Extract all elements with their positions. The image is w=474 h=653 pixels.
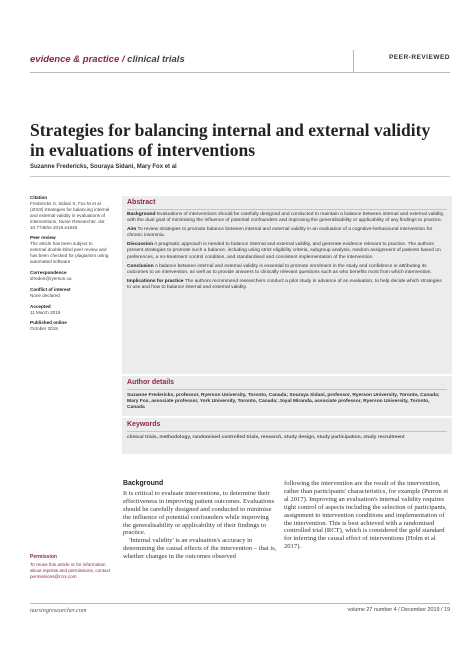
published-heading: Published online — [30, 320, 67, 326]
abstract-label: Background — [127, 212, 156, 217]
section-name: evidence & practice — [30, 54, 120, 65]
abstract-background — [127, 212, 447, 224]
permission-text: To reuse this article or for information about reprints and permissions, contact permissions@rcni.com — [30, 561, 111, 579]
subsection-name: clinical trials — [127, 54, 185, 65]
footer-rule — [30, 603, 450, 604]
abstract-body — [122, 210, 452, 291]
abstract-label: Discussion — [127, 242, 154, 248]
permission-heading: Permission — [30, 554, 57, 560]
author-details-heading: Author details — [127, 379, 175, 386]
section-label — [30, 54, 185, 65]
conflict-block — [30, 287, 110, 299]
permission-note — [30, 555, 114, 580]
citation-text: Fredericks S, Sidani S, Fox M et al (2019) Strategies for balancing internal and external validity in evaluations of interventions. Nurse Researcher. doi: 10.7748/nr.2019.e1646 — [30, 200, 110, 230]
abstract-aim — [127, 227, 447, 239]
abstract-conclusion — [127, 264, 447, 276]
abstract-label: Conclusion — [127, 263, 154, 269]
citation-heading: Citation — [30, 195, 48, 200]
body-column-1 — [123, 480, 278, 561]
abstract-box — [122, 196, 452, 374]
peer-review-block — [30, 235, 110, 265]
accepted-heading: Accepted — [30, 303, 51, 309]
section-separator: / — [119, 54, 128, 65]
header-rule — [30, 72, 450, 73]
article-authors: Suzanne Fredericks, Souraya Sidani, Mary Fox et al — [30, 164, 177, 170]
abstract-discussion — [127, 242, 447, 260]
body-paragraph: 'Internal validity' is an evaluation's accuracy in determining the causal effects of the intervention – that is, whether changes in the outcomes observed — [123, 537, 277, 561]
correspondence-block — [30, 270, 110, 282]
citation-block — [30, 195, 110, 230]
keywords-heading: Keywords — [127, 421, 161, 428]
author-details-text: Suzanne Fredericks, professor, Ryerson University, Toronto, Canada; Souraya Sidani, professor, Ryerson University, Toronto, Canada; Mary Fox, associate professor, York University, Toronto, Canada; Joyal Miranda, associate professor, Ryerson University, Toronto, Canada — [127, 393, 440, 411]
abstract-text: A pragmatic approach is needed to balance internal and external validity, and generate evidence relevant to practice. The authors present strategies to promote such a balance, including using strict eligibility criteria, subgroup analysis, random assignment of patients based on preferences, a no-treatment control condition, and standardised and consistent implementation of the intervention. — [127, 242, 441, 260]
abstract-heading: Abstract — [127, 199, 156, 206]
header-divider — [353, 50, 354, 72]
abstract-label: Aim — [127, 227, 137, 233]
peer-review-heading: Peer review — [30, 235, 56, 241]
body-paragraph: It is critical to evaluate interventions, to determine their effectiveness in improving patient outcomes. Evaluations should be carefully designed and conducted to minimise the influence of potential confounders while improving the generalisability or applicability of their findings to practice. — [123, 489, 275, 537]
article-title: Strategies for balancing internal and external validity in evaluations of interventions — [30, 120, 431, 160]
abstract-text: A balance between internal and external validity is essential to promote enrolment in the study and confidence in attributing its outcomes to an intervention, as well as to provide answers to clinically relevant questions such as who benefits most from which intervention. — [127, 263, 432, 275]
journal-url[interactable]: nursingresearcher.com — [30, 607, 87, 614]
author-details-box — [122, 376, 452, 416]
background-heading: Background — [123, 480, 164, 487]
abstract-implications — [127, 279, 447, 291]
correspondence-heading: Correspondence — [30, 269, 67, 275]
keywords-box — [122, 418, 452, 454]
published-block — [30, 320, 110, 332]
published-date: October 2019 — [30, 326, 58, 332]
abstract-text: To review strategies to promote balance between internal and external validity in an evaluation of a cognitive-behavioural intervention for chronic insomnia. — [127, 227, 433, 239]
accepted-date: 11 March 2019 — [30, 309, 61, 315]
body-paragraph: following the intervention are the result of the intervention, rather than participants' characteristics, for example (Perron et al 2017). Improving an evaluation's internal validity requires tight control of aspects including the selection of participants, assignment to intervention conditions and implementation of the intervention. This is best achieved with a randomised controlled trial (RCT), which is considered the gold standard for inferring the causal effect of interventions (Holm et al 2017). — [284, 480, 449, 551]
issue-page-info: volume 27 number 4 / December 2019 / 19 — [347, 607, 450, 613]
keywords-text: clinical trials, methodology, randomised controlled trials, research, study design, study participation, study recruitment — [127, 435, 405, 440]
title-rule — [30, 176, 450, 177]
abstract-text: The authors recommend researchers conduct a pilot study in advance of an evaluation, to help decide which strategies to use and how to balance internal and external validity. — [127, 278, 442, 290]
conflict-text: None declared — [30, 292, 60, 298]
peer-review-text: The article has been subject to external double-blind peer review and has been checked for plagiarism using automated software — [30, 241, 109, 265]
article-sidebar — [30, 195, 110, 337]
correspondence-email[interactable]: sfrederi@ryerson.ca — [30, 275, 72, 281]
abstract-label: Implications for practice — [127, 278, 184, 284]
body-column-2 — [284, 480, 450, 551]
peer-reviewed-badge: PEER-REVIEWED — [388, 54, 450, 61]
conflict-heading: Conflict of interest — [30, 286, 71, 292]
running-header — [30, 50, 450, 72]
accepted-block — [30, 304, 110, 316]
abstract-text: Evaluations of interventions should be carefully designed and conducted to maintain a balance between internal and external validity, with the dual goal of minimising the influence of potential confounders and improving the generalisability or applicability of any findings to practice. — [127, 212, 445, 224]
